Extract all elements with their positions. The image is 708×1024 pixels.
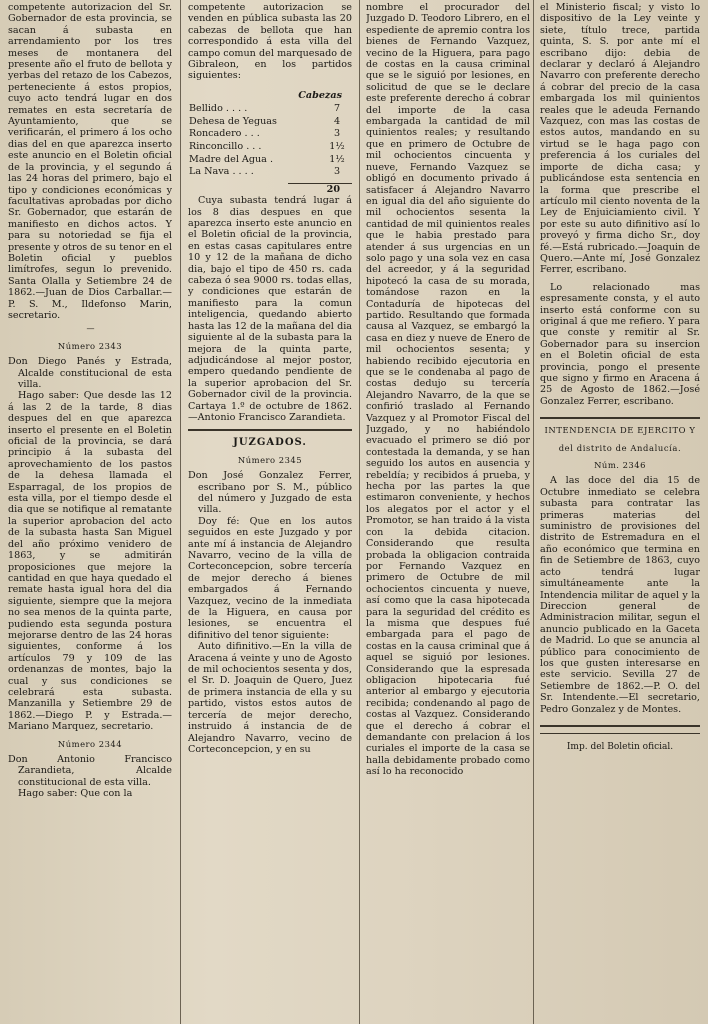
section-divider	[540, 725, 700, 727]
notice-text: Hago saber: Que desde las 12 á las 2 de la tarde, 8 dias despues del en que aparezca inserto el presente en el Boletin oficial de la provincia, se dará principio á la subasta del aprovechamiento de los pastos de la dehesa llamada el Esparragal, de los propios de esta villa, por el tiempo desde el dia que se notifique al rematante la superior aprobacion del acto de la subasta hasta San Miguel del año próximo venidero de 1863, y se admitirán proposiciones que mejore la cantidad en que haya quedado el remate hasta igual hora del dia siguiente, siempre que la mejora no sea menos de la quinta parte, pudiendo esta segunda postura mejorarse dentro de las 24 horas siguientes, conforme á los artículos 79 y 109 de las ordenanzas de montes, bajo la cual y sus condiciones se celebrará esta subasta. Manzanilla y Setiembre 29 de 1862.—Diego P. y Estrada.—Mariano Marquez, secretario.	[8, 390, 172, 733]
notice-text: Cuya subasta tendrá lugar á los 8 dias despues en que aparezca inserto este anuncio en el Boletin oficial de la provincia, en estas casas capitulares entre 10 y 12 de la mañana de dicho dia, bajo el tipo de 450 rs. cada cabeza ó sea 9000 rs. todas ellas, y condiciones que estarán de manifiesto para la comun inteligencia, quedando abierto hasta las 12 de la mañana del dia siguiente al de la subasta para la mejora de la quinta parte, adjudicándose al mejor postor, empero quedando pendiente de la superior aprobacion del Sr. Gobernador civil de la provincia. Cartaya 1.º de octubre de 1862.—Antonio Francisco Zarandieta.	[188, 195, 352, 423]
row-value: 7	[333, 103, 341, 115]
row-value: 1½	[329, 141, 345, 153]
notice-heading: Don Antonio Francisco Zarandieta, Alcalde constitucional de esta villa.	[8, 754, 172, 788]
notice-text: Doy fé: Que en los autos seguidos en este Juzgado y por ante mí á instancia de Alejandro Navarro, vecino de la villa de Corteconcepcion, sobre tercería de mejor derecho á bienes embargados á Fernando Vazquez, vecino de la inmediata de la Higuera, en causa por lesiones, se encuentra el difinitivo del tenor siguiente:	[188, 515, 352, 641]
notice-text: Lo relacionado mas espresamente consta, y el auto inserto está conforme con su original á que me refiero. Y para que conste y remitir al Sr. Gobernador para su insercion en el Boletin oficial de esta provincia, pongo el presente que signo y firmo en Aracena á 25 de Agosto de 1862.—José Gonzalez Ferrer, escribano.	[540, 281, 700, 407]
notice-text: Auto difinitivo.—En la villa de Aracena á veinte y uno de Agosto de mil ochocientos sesenta y dos, el Sr. D. Joaquin de Quero, Juez de primera instancia de ella y su partido, vistos estos autos de tercería de mejor derecho, instruido á instancia de de Alejandro Navarro, vecino de Corteconcepcion, y en su	[188, 641, 352, 755]
column-separator	[533, 0, 534, 1024]
table-row	[188, 128, 352, 141]
column-1	[8, 2, 172, 1022]
table-row	[188, 154, 352, 167]
section-subheading: del distrito de Andalucía.	[558, 442, 682, 453]
cabezas-table	[188, 103, 352, 179]
notice-text: nombre el procurador del Juzgado D. Teodoro Librero, en el espediente de apremio contra los bienes de Fernando Vazquez, vecino de la Higuera, para pago de costas en la causa criminal que se le siguió por lesiones, en solicitud de que se le declare este preferente derecho á cobrar del importe de la casa embargada la cantidad de mil quinientos reales; y resultando que en primero de Octubre de mil ochocientos cincuenta y nueve, Fernando Vazquez se obligó en documento privado á satisfacer á Alejandro Navarro en igual dia del año siguiente do mil ochocientos sesenta la cantidad de mil quinientos reales que le habia prestado para atender á sus urgencias en un solo pago y una sola vez en casa del acreedor, y á la seguridad hipotecó la casa de su morada, tomándose razon en la Contaduría de hipotecas del partido. Resultando que formada causa al Vazquez, se embargó la casa en diez y nueve de Enero de mil ochocientos sesenta; y habiendo recibido ejecutoria en que se le condenaba al pago de costas dedujo su tercería Alejandro Navarro, de la que se confirió traslado al Fernando Vazquez y al Promotor Fiscal del Juzgado, y no habiéndolo evacuado el primero se dió por contestada la demanda, y se han seguido los autos en ausencia y rebeldía; y recibidos á prueba, y hecha por las partes la que estimaron conveniente, y hechos los alegatos por el actor y el Promotor, se han traido á la vista con la debida citacion. Considerando que resulta probada la obligacion contraida por Fernando Vazquez en primero de Octubre de mil ochocientos cincuenta y nueve, así como que la casa hipotecada para la seguridad del crédito es la misma que despues fué embargada para el pago de costas en la causa criminal que á aquel se siguió por lesiones. Considerando que la espresada obligacion hipotecaria fué anterior al embargo y ejecutoria recibida; condenando al pago de costas al Vazquez. Considerando que el derecho á cobrar el demandante con prelacion á los curiales el importe de la casa se halla debidamente probado como así lo ha reconocido	[366, 2, 530, 778]
notice-text: el Ministerio fiscal; y visto lo dispositivo de la Ley veinte y siete, título trece, partida quinta, S. S. por ante mí el escribano dijo: debia de declarar y declaró á Alejandro Navarro con preferente derecho á cobrar del precio de la casa embargada los mil quinientos reales que le adeuda Fernando Vazquez, con mas las costas de estos autos, mandando en su virtud se le haga pago con preferencia á los curiales del importe de dicha casa; y publicándose esta sentencia en la forma que prescribe el artículo mil ciento noventa de la Ley de Enjuiciamiento civil. Y por este su auto difinitivo así lo proveyó y firma dicho Sr., doy fé.—Está rubricado.—Joaquin de Quero.—Ante mí, José Gonzalez Ferrer, escribano.	[540, 2, 700, 276]
row-name: Bellido . . . .	[189, 103, 248, 115]
section-title: JUZGADOS.	[233, 437, 307, 449]
row-value: 3	[333, 128, 341, 140]
table-row	[188, 141, 352, 154]
notice-number: Número 2345	[237, 454, 303, 465]
row-name: Madre del Agua .	[189, 153, 274, 165]
section-divider	[540, 417, 700, 419]
column-separator	[180, 0, 181, 1024]
row-name: Roncadero . . .	[189, 128, 260, 140]
row-value: 1½	[329, 153, 345, 165]
column-4	[540, 2, 700, 1022]
column-3	[366, 2, 530, 1022]
section-divider	[540, 733, 700, 734]
table-row	[188, 116, 352, 129]
table-total: 20	[288, 183, 352, 195]
column-2	[188, 2, 352, 1022]
notice-text: Hago saber: Que con la	[18, 788, 133, 800]
section-heading: INTENDENCIA DE EJERCITO Y	[544, 425, 696, 436]
section-divider	[188, 429, 352, 431]
table-row	[188, 103, 352, 116]
notice-heading: Don Diego Panés y Estrada, Alcalde constitucional de esta villa.	[8, 356, 172, 390]
notice-text: A las doce del dia 15 de Octubre inmediato se celebra subasta para contratar las primeras materias del suministro de provisiones del distrito de Estremadura en el año económico que termina en fin de Setiembre de 1863, cuyo acto tendrá lugar simultáneamente ante la Intendencia militar de aquel y la Direccion general de Administracion militar, segun el anuncio publicado en la Gaceta de Madrid. Lo que se anuncia al público para conocimiento de los que gusten interesarse en este servicio. Sevilla 27 de Setiembre de 1862.—P. O. del Sr. Intendente.—El secretario, Pedro Gonzalez y de Montes.	[540, 475, 700, 715]
row-name: Rinconcillo . . .	[189, 141, 262, 153]
notice-text: competente autorizacion se venden en pública subasta las 20 cabezas de bellota que han correspondido á esta villa del campo comun del marquesado de Gibraleon, en los partidos siguientes:	[188, 2, 352, 82]
table-row	[188, 166, 352, 179]
notice-number: Número 2343	[57, 340, 123, 351]
notice-heading: Don José Gonzalez Ferrer, escribano por S. M., público del número y Juzgado de esta villa.	[188, 470, 352, 516]
notice-number: Número 2344	[57, 738, 123, 749]
row-value: 4	[333, 115, 341, 127]
table-header: Cabezas	[298, 89, 342, 101]
notice-text: competente autorizacion del Sr. Gobernador de esta provincia, se sacan á subasta en arrendamiento por los tres meses de montanera del presente año el fruto de bellota y yerbas del retazo de los Cabezos, perteneciente á estos propios, cuyo acto tendrá lugar en dos remates en esta secretaría de Ayuntamiento, que se verificarán, el primero á los ocho dias del en que aparezca inserto este anuncio en el Boletin oficial de la provincia, y el segundo á las 24 horas del primero, bajo el tipo y condiciones económicas y facultativas aprobadas por dicho Sr. Gobernador, que estarán de manifiesto en dichos actos. Y para su notoriedad se fija el presente y otros de su tenor en el Boletin oficial y pueblos limítrofes, segun lo prevenido. Santa Olalla y Setiembre 24 de 1862.—Juan de Dios Carballar.—P. S. M., Ildefonso Marin, secretario.	[8, 2, 172, 321]
notice-number: Núm. 2346	[594, 460, 646, 471]
row-name: Dehesa de Yeguas	[189, 115, 277, 127]
row-name: La Nava . . . .	[189, 166, 254, 178]
column-separator	[359, 0, 360, 1024]
printer-footer: Imp. del Boletin oficial.	[566, 741, 674, 752]
row-value: 3	[333, 166, 341, 178]
short-divider: —	[86, 324, 94, 334]
